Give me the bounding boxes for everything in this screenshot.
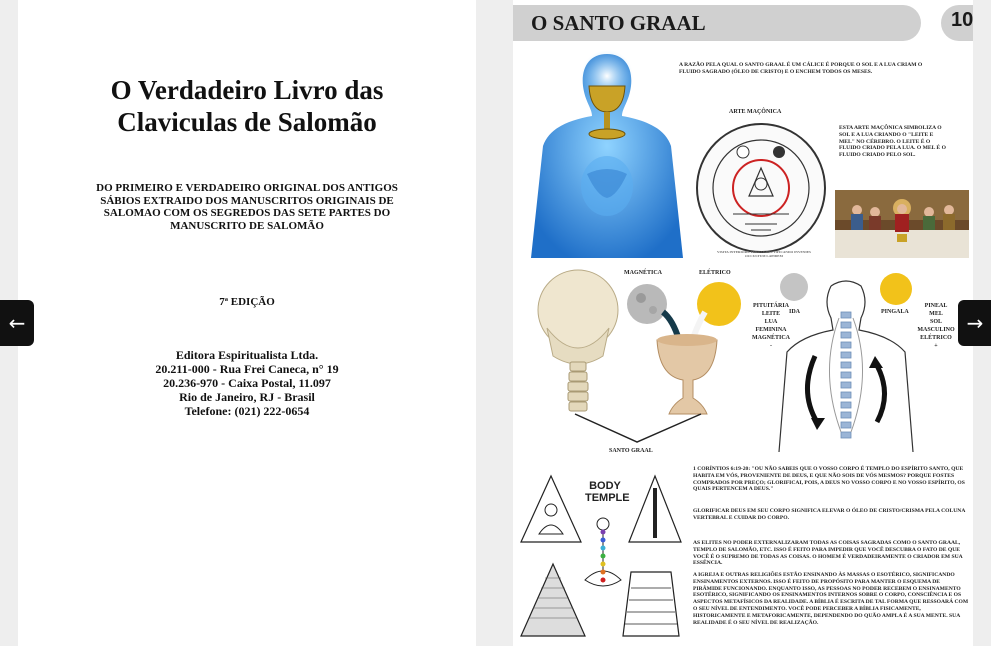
label-magnetica: MAGNÉTICA <box>624 270 663 276</box>
label-sol: SOL <box>929 319 942 325</box>
book-subtitle: DO PRIMEIRO E VERDADEIRO ORIGINAL DOS ANTIGOS SÁBIOS EXTRAIDO DOS MANUSCRITOS ORIGINAIS DE SALOMAO COM OS SEGREDOS DAS SETE PARTES DO MANUSCRITO DE SALOMÃO <box>96 182 398 232</box>
blue-body-illustration <box>527 46 687 258</box>
text-glorificar: GLORIFICAR DEUS EM SEU CORPO SIGNIFICA ELEVAR O ÓLEO DE CRISTO/CRISMA PELA COLUNA VERTEBRAL E CUIDAR DO CORPO. <box>693 508 966 521</box>
label-pingala: PINGALA <box>881 309 909 315</box>
body-temple-word-1: BODY <box>589 480 621 492</box>
label-eletrico-2: ELÉTRICO <box>920 335 952 341</box>
label-minus: - <box>770 343 772 349</box>
moon-sun-grail-illustration <box>623 280 753 420</box>
bracket-lines <box>573 410 703 446</box>
title-line-2: Claviculas de Salomão <box>117 107 377 137</box>
arte-text: ESTA ARTE MAÇÔNICA SIMBOLIZA O SOL E A LUA CRIANDO O "LEITE E MEL" NO CÉREBRO. O LEITE É O FLUIDO CRIADO PELA LUA. O MEL É O FLUIDO CRIADO PELO SOL. <box>839 125 946 159</box>
text-corintios: 1 CORÍNTIOS 6:19-20: "OU NÃO SABEIS QUE O VOSSO CORPO É TEMPLO DO ESPÍRITO SANTO, QUE HABITA EM VÓS, PROVENIENTE DE DEUS, E QUE NÃO SOIS DE VÓS MESMOS? PORQUE FOSTES COMPRADOS POR PREÇO; GLORIFICAI, POIS, A DEUS NO VOSSO CORPO E NO VOSSO ESPÍRITO, OS QUAIS PERTENCEM A DEUS." <box>693 466 965 493</box>
page-number: 10 <box>951 9 973 31</box>
body-temple-title <box>585 480 630 504</box>
left-page <box>18 0 476 646</box>
label-feminina: FEMININA <box>755 327 787 333</box>
right-page <box>513 0 973 646</box>
publisher-line: Editora Espiritualista Ltda. <box>175 348 319 362</box>
text-elites: AS ELITES NO PODER EXTERNALIZARAM TODAS AS COISAS SAGRADAS COMO O SANTO GRAAL, TEMPLO DE SALOMÃO, ETC. ISSO É FEITO PARA IMPEDIR QUE VOCÊ DESCUBRA O FATO DE QUE VOCÊ É O SUPREMO DE TODAS AS COISAS. O HOMEM É VERDADEIRAMENTE O CRIADOR EM SUA ESSÊNCIA. <box>693 540 963 567</box>
publisher-line: Telefone: (021) 222-0654 <box>184 404 310 418</box>
label-mel: MEL <box>929 311 943 317</box>
header-bar <box>513 5 921 41</box>
label-right-list <box>911 302 961 350</box>
page-heading: O SANTO GRAAL <box>531 11 706 35</box>
spine-sun-illustration <box>879 272 913 306</box>
label-lua: LUA <box>764 319 778 325</box>
publisher-line: 20.211-000 - Rua Frei Caneca, n° 19 <box>155 362 339 376</box>
label-magnetica-2: MAGNÉTICA <box>751 335 790 341</box>
skull-illustration <box>533 268 623 416</box>
seal-text: VISITA INTERIORA TERRAE RECTIFICANDO INVENIES OCCULTUM LAPIDEM <box>716 250 811 258</box>
next-page-button[interactable] <box>958 300 991 346</box>
label-leite: LEITE <box>761 311 781 317</box>
arrow-left-icon: ← <box>8 311 26 335</box>
title-line-1: O Verdadeiro Livro das <box>110 75 384 105</box>
label-plus: + <box>934 343 938 349</box>
body-temple-word-2: TEMPLE <box>585 492 630 504</box>
masonic-seal-illustration <box>693 118 829 258</box>
label-santo-graal: SANTO GRAAL <box>609 448 653 454</box>
publisher-block <box>18 348 476 418</box>
text-igreja: A IGREJA E OUTRAS RELIGIÕES ESTÃO ENSINANDO ÀS MASSAS O ESOTÉRICO, SIGNIFICANDO ENSINAMENTOS EXTERNOS. ISSO É FEITO DE PROPÓSITO PARA MANTER O ESQUEMA DE PIRÂMIDE FUNCIONANDO. ENQUANTO ISSO, AS PESSOAS NO PODER RECEBEM O ENSINAMENTO ESOTÉRICO, SIGNIFICANDO OS ENSINAMENTOS INTERNOS SOBRE O CORPO, CONSCIÊNCIA E OS ASPECTOS METAFÍSICOS DA REALIDADE. A BÍBLIA É ESCRITA DE TAL FORMA QUE RESSOARÁ COM O SEU NÍVEL DE ENTENDIMENTO. VOCÊ PODE PERCEBER A BÍBLIA FISICAMENTE, HISTORICAMENTE E METAFORICAMENTE, DEPENDENDO DO QUÃO AMPLA É A SUA MENTE. SUA REALIDADE É O SEU NÍVEL DE REALIZAÇÃO. <box>693 572 969 626</box>
label-pituitaria: PITUITÁRIA <box>752 303 789 309</box>
label-pineal: PINEAL <box>924 303 948 309</box>
label-ida: IDA <box>789 309 801 315</box>
intro-text: A RAZÃO PELA QUAL O SANTO GRAAL É UM CÁLICE É PORQUE O SOL E A LUA CRIAM O FLUIDO SAGRADO (ÓLEO DE CRISTO) E O ENCHEM TODOS OS MESES. <box>679 62 923 75</box>
book-title <box>18 74 476 138</box>
publisher-line: Rio de Janeiro, RJ - Brasil <box>179 390 315 404</box>
label-eletrico: ELÉTRICO <box>699 270 731 276</box>
label-left-list <box>751 302 791 350</box>
edition: 7ª EDIÇÃO <box>219 296 275 308</box>
previous-page-button[interactable] <box>0 300 34 346</box>
arrow-right-icon: → <box>966 311 984 335</box>
last-supper-painting <box>835 190 969 258</box>
arte-label: ARTE MAÇÔNICA <box>729 109 782 115</box>
spine-moon-illustration <box>779 272 809 302</box>
label-masculino: MASCULINO <box>917 327 955 333</box>
publisher-line: 20.236-970 - Caixa Postal, 11.097 <box>163 376 331 390</box>
